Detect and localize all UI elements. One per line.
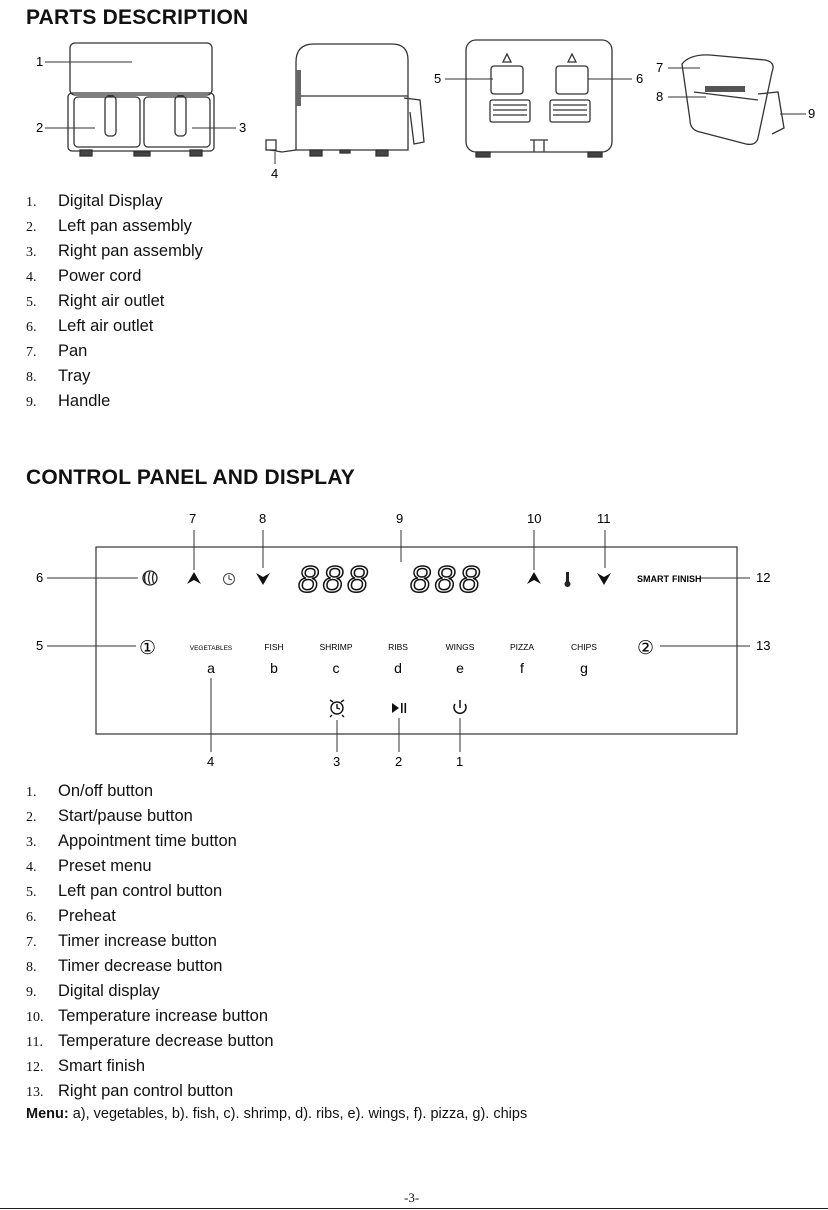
temperature-increase-button[interactable] xyxy=(527,572,541,584)
preset-letter-a: a xyxy=(207,660,215,676)
list-item: 2. Start/pause button xyxy=(26,807,193,825)
preset-ribs-label[interactable]: RIBS xyxy=(388,642,408,652)
parts-callout-4: 4 xyxy=(271,166,279,180)
control-callout-2: 2 xyxy=(395,754,403,769)
alarm-clock-icon[interactable] xyxy=(330,700,344,717)
preset-chips-label[interactable]: CHIPS xyxy=(571,642,597,652)
parts-callout-1: 1 xyxy=(36,54,44,69)
control-panel-diagram xyxy=(0,505,828,775)
digital-display-right: 888 xyxy=(410,559,484,600)
control-callout-3: 3 xyxy=(333,754,341,769)
list-item: 13. Right pan control button xyxy=(26,1082,234,1100)
play-pause-icon[interactable] xyxy=(392,703,406,713)
finish-label[interactable]: FINISH xyxy=(672,574,702,584)
parts-callout-7: 7 xyxy=(656,60,664,75)
preset-letter-d: d xyxy=(394,660,402,676)
list-item: 3. Appointment time button xyxy=(26,832,237,850)
parts-callout-9: 9 xyxy=(808,106,816,121)
preset-letter-e: e xyxy=(456,660,464,676)
control-callout-10: 10 xyxy=(527,511,542,526)
list-item: 6. Preheat xyxy=(26,907,116,925)
list-item: 9. Handle xyxy=(26,392,111,410)
list-item: 4. Power cord xyxy=(26,267,142,285)
list-item: 10. Temperature increase button xyxy=(26,1007,269,1025)
airfryer-front-icon xyxy=(68,43,214,156)
menu-line xyxy=(26,1106,527,1122)
preset-letter-f: f xyxy=(520,660,524,676)
preset-wings-label[interactable]: WINGS xyxy=(445,642,475,652)
preset-vegetables-label[interactable]: VEGETABLES xyxy=(189,645,233,652)
control-callout-8: 8 xyxy=(259,511,267,526)
list-item: 2. Left pan assembly xyxy=(26,217,192,235)
control-callout-12: 12 xyxy=(756,570,771,585)
list-item: 8. Tray xyxy=(26,367,91,385)
control-callout-9: 9 xyxy=(396,511,404,526)
list-item: 12. Smart finish xyxy=(26,1057,146,1075)
thermometer-icon xyxy=(565,572,571,587)
control-callout-5: 5 xyxy=(36,638,44,653)
parts-callout-6: 6 xyxy=(636,71,644,86)
airfryer-side-icon xyxy=(266,44,424,156)
menu-text: a), vegetables, b). fish, c). shrimp, d). ribs, e). wings, f). pizza, g). chips xyxy=(68,1106,528,1122)
list-item: 4. Preset menu xyxy=(26,857,152,875)
parts-callout-5: 5 xyxy=(434,71,442,86)
page-number: -3- xyxy=(404,1190,420,1205)
list-item: 7. Pan xyxy=(26,342,88,360)
right-pan-button[interactable]: ② xyxy=(637,638,655,659)
list-item: 8. Timer decrease button xyxy=(26,957,223,975)
parts-callout-8: 8 xyxy=(656,89,664,104)
preheat-icon xyxy=(143,571,157,585)
control-callout-11: 11 xyxy=(597,511,611,526)
footer-rule xyxy=(0,1208,828,1209)
control-callout-4: 4 xyxy=(207,754,215,769)
preset-letter-c: c xyxy=(332,660,340,676)
parts-callout-2: 2 xyxy=(36,120,44,135)
list-item: 5. Right air outlet xyxy=(26,292,165,310)
timer-icon xyxy=(224,574,235,585)
list-item: 9. Digital display xyxy=(26,982,160,1000)
control-list xyxy=(26,779,274,1104)
smart-label[interactable]: SMART xyxy=(637,574,669,584)
temperature-decrease-button[interactable] xyxy=(597,573,611,585)
left-pan-button[interactable]: ① xyxy=(139,638,157,659)
airfryer-back-icon xyxy=(466,40,612,157)
parts-callout-3: 3 xyxy=(239,120,247,135)
timer-decrease-button[interactable] xyxy=(256,573,270,585)
preset-letter-b: b xyxy=(270,660,278,676)
list-item: 7. Timer increase button xyxy=(26,932,217,950)
parts-diagram xyxy=(0,30,828,180)
control-callout-7: 7 xyxy=(189,511,197,526)
list-item: 1. On/off button xyxy=(26,782,154,800)
parts-list xyxy=(26,189,203,414)
digital-display-left: 888 xyxy=(298,559,372,600)
list-item: 6. Left air outlet xyxy=(26,317,154,335)
control-callout-6: 6 xyxy=(36,570,44,585)
control-heading: CONTROL PANEL AND DISPLAY xyxy=(26,466,355,489)
menu-label: Menu: xyxy=(26,1106,69,1122)
preset-fish-label[interactable]: FISH xyxy=(264,642,284,652)
list-item: 11. Temperature decrease button xyxy=(26,1032,274,1050)
list-item: 1. Digital Display xyxy=(26,192,163,210)
control-callout-13: 13 xyxy=(756,638,771,653)
parts-heading: PARTS DESCRIPTION xyxy=(26,6,249,29)
preset-shrimp-label[interactable]: SHRIMP xyxy=(319,642,353,652)
list-item: 5. Left pan control button xyxy=(26,882,223,900)
list-item: 3. Right pan assembly xyxy=(26,242,203,260)
power-icon[interactable] xyxy=(454,700,466,713)
timer-increase-button[interactable] xyxy=(187,572,201,584)
preset-letter-g: g xyxy=(580,660,588,676)
control-callout-1: 1 xyxy=(456,754,464,769)
preset-pizza-label[interactable]: PIZZA xyxy=(509,642,535,652)
